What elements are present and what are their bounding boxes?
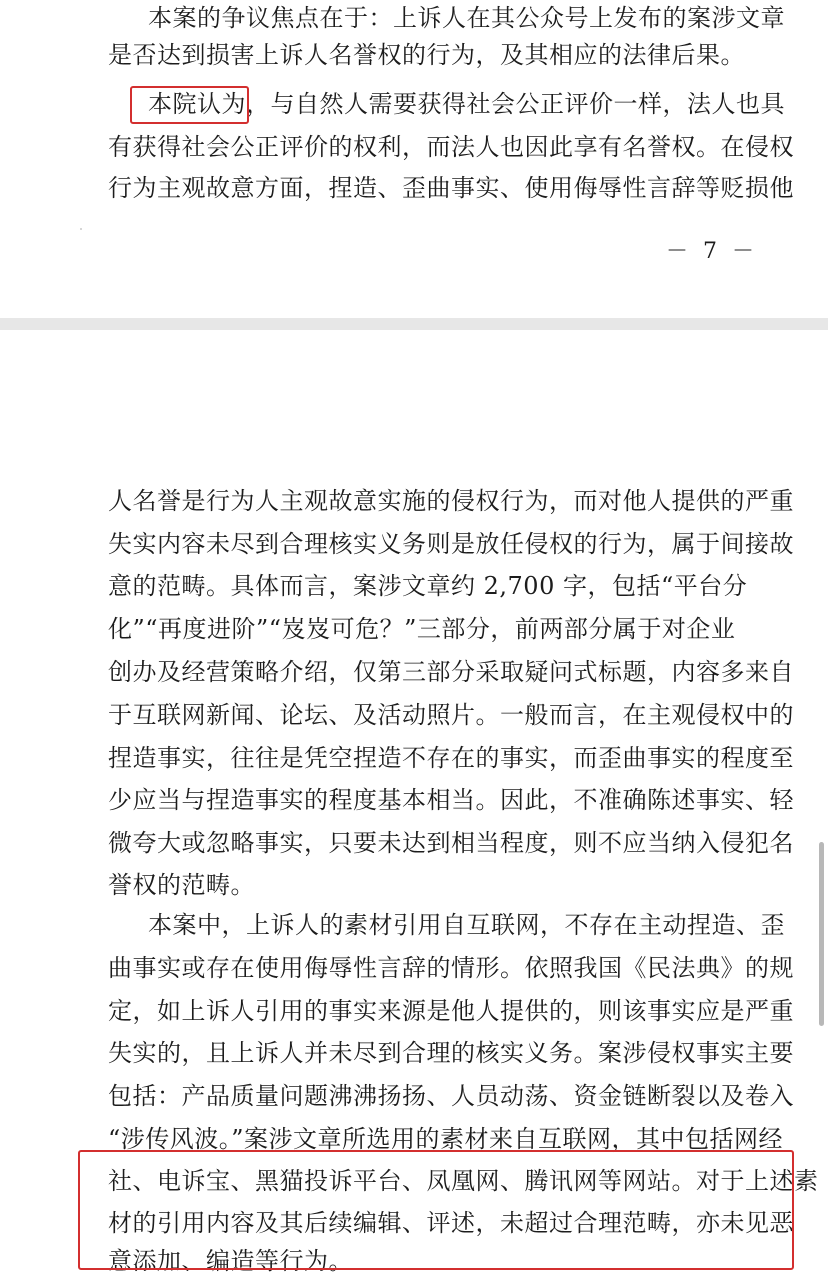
text-line: 意的范畴。具体而言，案涉文章约 2,700 字，包括“平台分 — [108, 572, 748, 600]
text-line: 化”“再度进阶”“岌岌可危？”三部分，前两部分属于对企业 — [108, 615, 736, 643]
text-line: 有获得社会公正评价的权利，而法人也因此享有名誉权。在侵权 — [108, 133, 794, 161]
text-line: 微夸大或忽略事实，只要未达到相当程度，则不应当纳入侵犯名 — [108, 829, 794, 857]
text-line: 誉权的范畴。 — [108, 871, 255, 899]
text-line: 捏造事实，往往是凭空捏造不存在的事实，而歪曲事实的程度至 — [108, 744, 794, 772]
text-line: 本案中，上诉人的素材引用自互联网，不存在主动捏造、歪 — [148, 911, 785, 939]
text-line: 失实的，且上诉人并未尽到合理的核实义务。案涉侵权事实主要 — [108, 1039, 794, 1067]
page-separator — [0, 318, 828, 330]
text-line: 少应当与捏造事实的程度基本相当。因此，不准确陈述事实、轻 — [108, 786, 794, 814]
text-line: 行为主观故意方面，捏造、歪曲事实、使用侮辱性言辞等贬损他 — [108, 174, 794, 202]
document-page-8 — [0, 330, 828, 1273]
text-line: “涉传风波。”案涉文章所选用的素材来自互联网，其中包括网经 — [108, 1125, 784, 1153]
document-page-7 — [0, 0, 828, 318]
text-line: 定，如上诉人引用的事实来源是他人提供的，则该事实应是严重 — [108, 997, 794, 1025]
text-line: 是否达到损害上诉人名誉权的行为，及其相应的法律后果。 — [108, 41, 745, 69]
text-line: 本院认为，与自然人需要获得社会公正评价一样，法人也具 — [148, 90, 785, 118]
highlight-box-sources — [78, 1150, 794, 1275]
text-line: 人名誉是行为人主观故意实施的侵权行为，而对他人提供的严重 — [108, 487, 794, 515]
text-line: 社、电诉宝、黑猫投诉平台、凤凰网、腾讯网等网站。对于上述素 — [108, 1167, 819, 1195]
text-line: 曲事实或存在使用侮辱性言辞的情形。依照我国《民法典》的规 — [108, 954, 794, 982]
text-line: 失实内容未尽到合理核实义务则是放任侵权的行为，属于间接故 — [108, 530, 794, 558]
text-line: 于互联网新闻、论坛、及活动照片。一般而言，在主观侵权中的 — [108, 701, 794, 729]
text-line: 包括：产品质量问题沸沸扬扬、人员动荡、资金链断裂以及卷入 — [108, 1082, 794, 1110]
highlight-box-court-opinion — [130, 86, 249, 124]
text-line: 意添加、编造等行为。 — [108, 1247, 353, 1275]
scan-speck — [80, 228, 82, 230]
text-line: 创办及经营策略介绍，仅第三部分采取疑问式标题，内容多来自 — [108, 658, 794, 686]
text-line: 本案的争议焦点在于：上诉人在其公众号上发布的案涉文章 — [148, 4, 785, 32]
scrollbar-thumb[interactable] — [819, 842, 824, 1026]
page-number: － 7 － — [666, 239, 758, 264]
text-line: 材的引用内容及其后续编辑、评述，未超过合理范畴，亦未见恶 — [108, 1209, 794, 1237]
